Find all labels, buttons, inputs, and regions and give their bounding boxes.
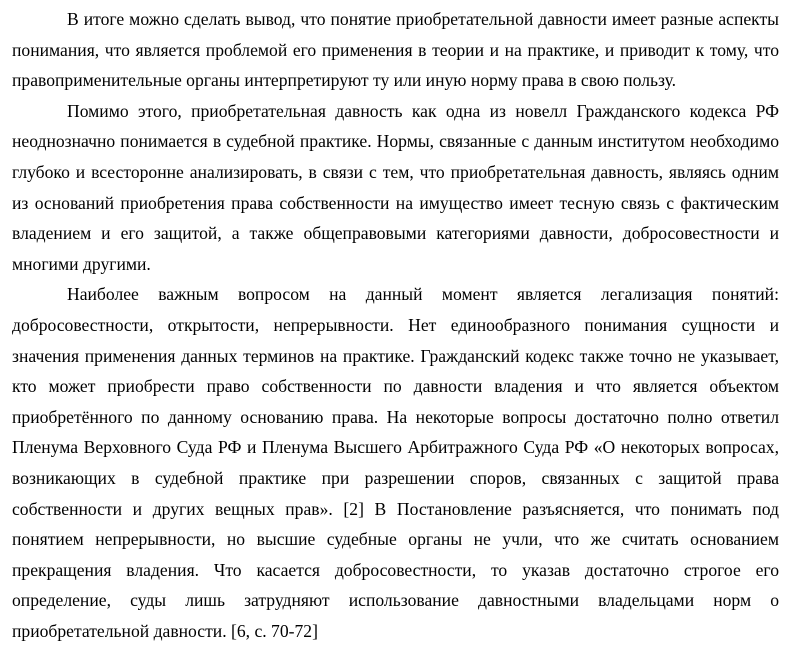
paragraph-conclusion: В итоге можно сделать вывод, что понятие приобретательной давности имеет разные аспекты понимания, что является проблемой его применения в теории и на практике, и приводит к тому, что правоприменительные органы интерпретируют ту или иную норму права в свою пользу. bbox=[12, 9, 779, 91]
paragraph-judicial-practice: Помимо этого, приобретательная давность как одна из новелл Гражданского кодекса РФ неоднозначно понимается в судебной практике. Нормы, связанные с данным институтом необходимо глубоко и всесторонне анализировать, в связи с тем, что приобретательная давность, являясь одним из оснований приобретения права собственности на имущество имеет тесную связь с фактическим владением и его защитой, а также общеправовыми категориями давности, добросовестности и многими другими. bbox=[12, 100, 779, 274]
paragraph-legalization-of-concepts: Наиболее важным вопросом на данный момент является легализация понятий: добросовестности, открытости, непрерывности. Нет единообразного понимания сущности и значения применения данных терминов на практике. Гражданский кодекс также точно не указывает, кто может приобрести право собственности по давности владения и что является объектом приобретённого по данному основанию права. На некоторые вопросы достаточно полно ответил Пленума Верховного Суда РФ и Пленума Высшего Арбитражного Суда РФ «О некоторых вопросах, возникающих в судебной практике при разрешении споров, связанных с защитой права собственности и других вещных прав». [2] В Постановление разъясняется, что понимать под понятием непрерывности, но высшие судебные органы не учли, что же считать основанием прекращения владения. Что касается добросовестности, то указав достаточно строгое его определение, суды лишь затрудняют использование давностными владельцами норм о приобретательной давности. [6, с. 70-72] bbox=[12, 284, 779, 641]
